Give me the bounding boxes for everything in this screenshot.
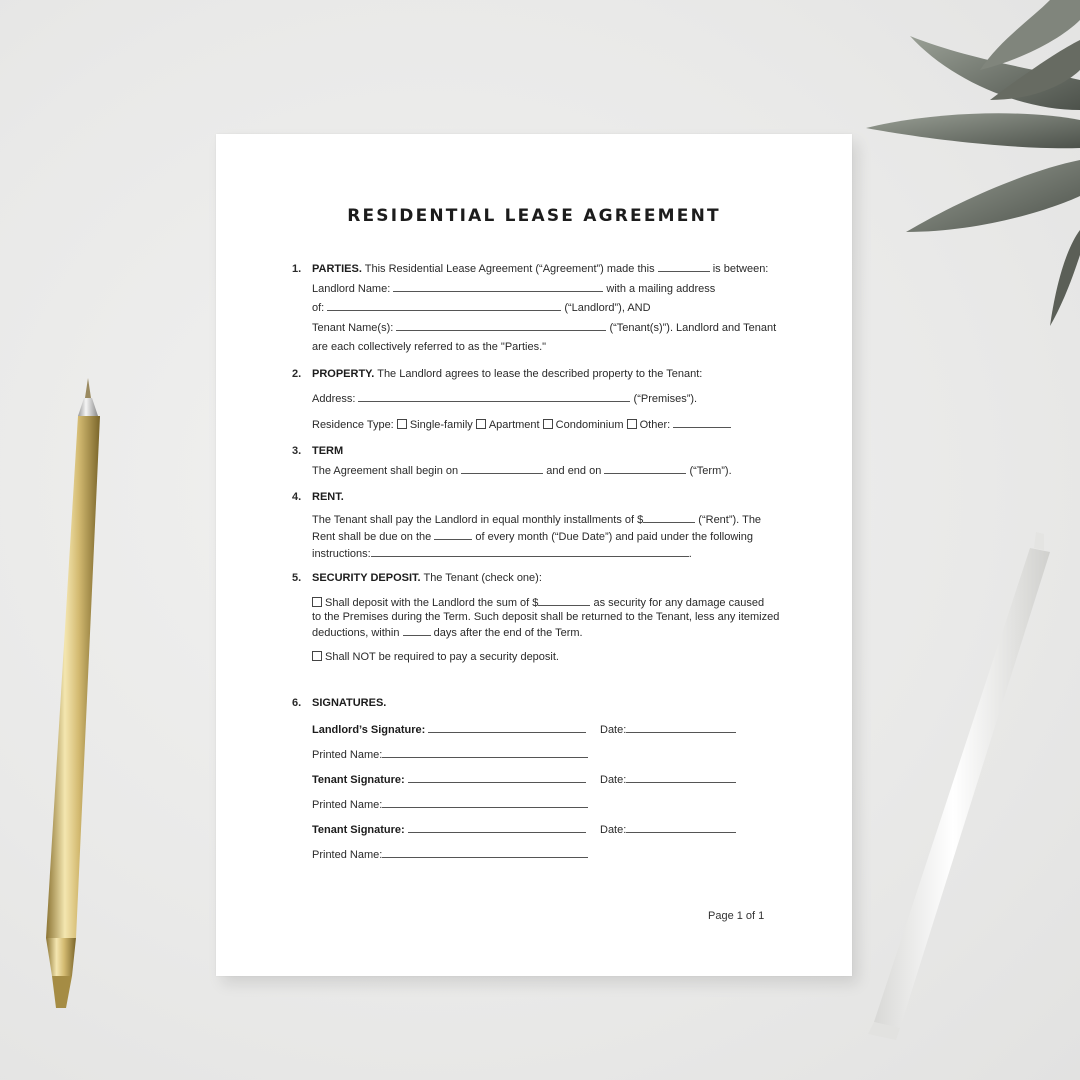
option-label: Other:: [639, 418, 671, 431]
date-label: Date:: [600, 774, 627, 786]
no-deposit-checkbox[interactable]: [312, 651, 322, 661]
tenant-printed-name-field[interactable]: [382, 796, 588, 808]
section-security-deposit: [292, 569, 780, 668]
term-end-blank[interactable]: [604, 462, 686, 474]
signature-label: Tenant Signature:: [312, 774, 405, 786]
section-term: [292, 442, 772, 481]
rent-due-text: Rent shall be due on the: [312, 530, 432, 543]
parties-line1-end: is between:: [712, 263, 769, 275]
section-heading: RENT.: [312, 491, 344, 503]
date-label: Date:: [600, 724, 627, 736]
tenant-names-label: Tenant Name(s):: [312, 321, 394, 334]
section-rent: [292, 488, 772, 562]
plant-leaves-decoration: [860, 0, 1080, 330]
section-number: 2.: [292, 367, 302, 380]
deductions-text: deductions, within: [312, 627, 400, 639]
deposit-instruction: The Tenant (check one):: [423, 571, 542, 584]
property-intro: The Landlord agrees to lease the described property to the Tenant:: [377, 367, 703, 380]
tenant2-date-field[interactable]: [626, 821, 736, 833]
rent-amount-blank[interactable]: [643, 511, 695, 523]
white-pen-decoration: [860, 528, 1060, 1048]
tenant-definition: (“Tenant(s)”). Landlord and Tenant: [609, 321, 777, 334]
section-number: 4.: [292, 491, 302, 503]
section-signatures: [292, 694, 772, 872]
landlord-signature-field[interactable]: [428, 721, 586, 733]
residence-type-label: Residence Type:: [312, 418, 394, 431]
return-days-blank[interactable]: [403, 624, 431, 636]
deposit-return-text: to the Premises during the Term. Such deposit shall be returned to the Tenant, less any itemized: [312, 611, 780, 623]
signature-label: Landlord’s Signature:: [312, 724, 426, 736]
printed-name-row: [312, 796, 772, 821]
date-label: Date:: [600, 824, 627, 836]
term-start-blank[interactable]: [461, 462, 543, 474]
parties-line1: This Residential Lease Agreement (“Agreement”) made this: [364, 263, 655, 275]
landlord-date-field[interactable]: [626, 721, 736, 733]
tenant-signature-row: [312, 771, 772, 796]
lease-document-page: [216, 134, 852, 976]
rent-definition: (“Rent”). The: [698, 513, 762, 526]
option-label: Apartment: [488, 418, 540, 431]
other-type-blank[interactable]: [673, 416, 731, 428]
section-number: 3.: [292, 445, 302, 457]
page-number: Page 1 of 1: [708, 910, 765, 922]
section-parties: [292, 260, 777, 358]
term-begin-text: The Agreement shall begin on: [312, 464, 459, 477]
address-of-label: of:: [312, 302, 325, 314]
due-date-text: of every month (“Due Date”) and paid under the following: [475, 530, 753, 543]
printed-name-label: Printed Name:: [312, 799, 383, 811]
section-property: [292, 365, 772, 436]
days-after-text: days after the end of the Term.: [433, 627, 583, 639]
payment-instructions-blank[interactable]: [371, 545, 689, 557]
section-number: 1.: [292, 263, 302, 275]
printed-name-label: Printed Name:: [312, 849, 383, 861]
landlord-definition: (“Landlord”), AND: [564, 302, 651, 314]
deposit-required-checkbox[interactable]: [312, 597, 322, 607]
tenant-date-field[interactable]: [626, 771, 736, 783]
section-number: 6.: [292, 696, 302, 709]
deposit-amount-blank[interactable]: [538, 594, 590, 606]
instructions-end: .: [688, 547, 692, 560]
other-checkbox[interactable]: [627, 419, 637, 429]
apartment-checkbox[interactable]: [476, 419, 486, 429]
instructions-label: instructions:: [312, 547, 371, 560]
deposit-security-text: as security for any damage caused: [593, 597, 765, 609]
no-deposit-text: Shall NOT be required to pay a security deposit.: [325, 651, 559, 663]
option-label: Condominium: [555, 418, 624, 431]
document-title: RESIDENTIAL LEASE AGREEMENT: [347, 206, 721, 226]
landlord-name-label: Landlord Name:: [312, 282, 391, 295]
section-heading: PROPERTY.: [312, 367, 375, 380]
tenant2-signature-field[interactable]: [408, 821, 586, 833]
single-family-checkbox[interactable]: [397, 419, 407, 429]
landlord-name-blank[interactable]: [393, 280, 603, 292]
term-definition: (“Term”).: [689, 464, 732, 477]
address-label: Address:: [312, 393, 356, 405]
mailing-address-text: with a mailing address: [606, 282, 716, 295]
landlord-address-blank[interactable]: [327, 299, 561, 311]
printed-name-row: [312, 846, 772, 871]
tenant-names-blank[interactable]: [396, 319, 606, 331]
deposit-sum-text: Shall deposit with the Landlord the sum of $: [325, 597, 539, 609]
section-heading: SECURITY DEPOSIT.: [312, 571, 421, 584]
printed-name-label: Printed Name:: [312, 749, 383, 761]
term-mid-text: and end on: [546, 464, 602, 477]
tenant-signature-field[interactable]: [408, 771, 586, 783]
signature-label: Tenant Signature:: [312, 824, 405, 836]
tenant2-printed-name-field[interactable]: [382, 846, 588, 858]
document-body: [292, 260, 780, 871]
option-label: Single-family: [409, 418, 473, 431]
printed-name-row: [312, 746, 772, 771]
rent-amount-text: The Tenant shall pay the Landlord in equal monthly installments of $: [312, 513, 644, 526]
condominium-checkbox[interactable]: [543, 419, 553, 429]
landlord-signature-row: [312, 721, 772, 746]
premises-definition: (“Premises”).: [633, 393, 698, 405]
section-heading: SIGNATURES.: [312, 696, 387, 709]
agreement-date-blank[interactable]: [658, 260, 710, 272]
gold-pen-decoration: [38, 376, 104, 1016]
due-day-blank[interactable]: [434, 528, 472, 540]
section-heading: PARTIES.: [312, 263, 362, 275]
premises-address-blank[interactable]: [358, 390, 630, 402]
section-heading: TERM: [312, 445, 344, 457]
parties-collective-text: are each collectively referred to as the "Parties.": [312, 341, 547, 353]
landlord-printed-name-field[interactable]: [382, 746, 588, 758]
tenant-signature-row: [312, 821, 772, 846]
section-number: 5.: [292, 571, 302, 584]
